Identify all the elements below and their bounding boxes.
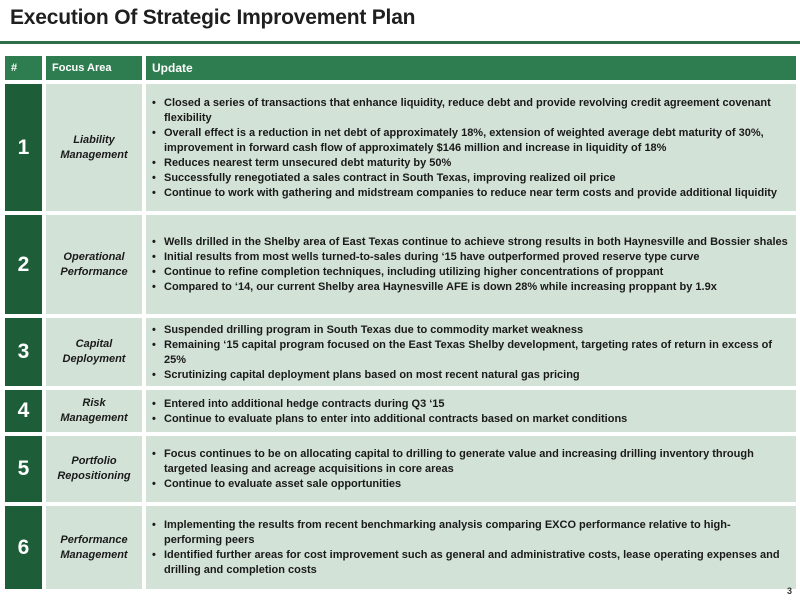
update-cell xyxy=(146,506,796,589)
update-bullet: • Continue to work with gathering and midstream companies to reduce near term costs and provide additional liquidity xyxy=(152,186,788,201)
update-cell xyxy=(146,436,796,502)
table-row xyxy=(5,506,796,589)
update-bullet: • Initial results from most wells turned-to-sales during ‘15 have outperformed proved reserve type curve xyxy=(152,250,788,265)
row-number: 6 xyxy=(5,506,42,589)
focus-area-label: Operational Performance xyxy=(46,215,142,314)
update-bullet-list xyxy=(152,323,788,383)
update-bullet: • Scrutinizing capital deployment plans based on most recent natural gas pricing xyxy=(152,368,788,383)
update-cell xyxy=(146,390,796,432)
update-bullet-list xyxy=(152,96,788,201)
focus-area-label: Liability Management xyxy=(46,84,142,211)
update-cell xyxy=(146,318,796,386)
focus-area-label: Capital Deployment xyxy=(46,318,142,386)
row-number: 3 xyxy=(5,318,42,386)
table-row xyxy=(5,215,796,314)
update-bullet: • Continue to evaluate plans to enter into additional contracts based on market conditions xyxy=(152,412,788,427)
row-number: 2 xyxy=(5,215,42,314)
update-bullet: • Closed a series of transactions that enhance liquidity, reduce debt and provide revolving credit agreement covenant flexibility xyxy=(152,96,788,126)
update-bullet: • Overall effect is a reduction in net debt of approximately 18%, extension of weighted average debt maturity of 30%, improvement in forward cash flow of approximately $146 million and increase in liquidity of 18% xyxy=(152,126,788,156)
update-bullet: • Remaining ‘15 capital program focused on the East Texas Shelby development, targeting rates of return in excess of 25% xyxy=(152,338,788,368)
table-header xyxy=(5,56,796,80)
update-cell xyxy=(146,84,796,211)
update-bullet-list xyxy=(152,518,788,578)
page-title: Execution Of Strategic Improvement Plan xyxy=(10,6,416,29)
update-bullet: • Identified further areas for cost improvement such as general and administrative costs, lease operating expenses and drilling and completion costs xyxy=(152,548,788,578)
header-update: Update xyxy=(146,56,796,80)
row-number: 5 xyxy=(5,436,42,502)
update-bullet-list xyxy=(152,447,788,492)
table-row xyxy=(5,390,796,432)
update-bullet: • Continue to evaluate asset sale opportunities xyxy=(152,477,788,492)
table-row xyxy=(5,436,796,502)
update-bullet: • Implementing the results from recent benchmarking analysis comparing EXCO performance relative to high-performing peers xyxy=(152,518,788,548)
update-bullet: • Suspended drilling program in South Texas due to commodity market weakness xyxy=(152,323,788,338)
update-bullet: • Reduces nearest term unsecured debt maturity by 50% xyxy=(152,156,788,171)
update-bullet: • Wells drilled in the Shelby area of East Texas continue to achieve strong results in both Haynesville and Bossier shales xyxy=(152,235,788,250)
row-number: 4 xyxy=(5,390,42,432)
update-bullet: • Entered into additional hedge contracts during Q3 ‘15 xyxy=(152,397,788,412)
header-num: # xyxy=(5,56,42,80)
update-bullet-list xyxy=(152,235,788,295)
header-focus-area: Focus Area xyxy=(46,56,142,80)
title-underline xyxy=(0,41,800,44)
update-bullet: • Continue to refine completion techniques, including utilizing higher concentrations of proppant xyxy=(152,265,788,280)
update-bullet: • Focus continues to be on allocating capital to drilling to generate value and increasing drilling inventory through targeted leasing and acreage acquisitions in core areas xyxy=(152,447,788,477)
update-bullet-list xyxy=(152,397,788,427)
table-row xyxy=(5,318,796,386)
focus-area-label: Portfolio Repositioning xyxy=(46,436,142,502)
focus-area-label: Risk Management xyxy=(46,390,142,432)
strategy-table xyxy=(5,56,796,593)
table-row xyxy=(5,84,796,211)
update-bullet: • Compared to ‘14, our current Shelby area Haynesville AFE is down 28% while increasing proppant by 1.9x xyxy=(152,280,788,295)
page-number: 3 xyxy=(786,586,792,596)
table-body xyxy=(5,84,796,589)
update-cell xyxy=(146,215,796,314)
focus-area-label: Performance Management xyxy=(46,506,142,589)
update-bullet: • Successfully renegotiated a sales contract in South Texas, improving realized oil price xyxy=(152,171,788,186)
row-number: 1 xyxy=(5,84,42,211)
